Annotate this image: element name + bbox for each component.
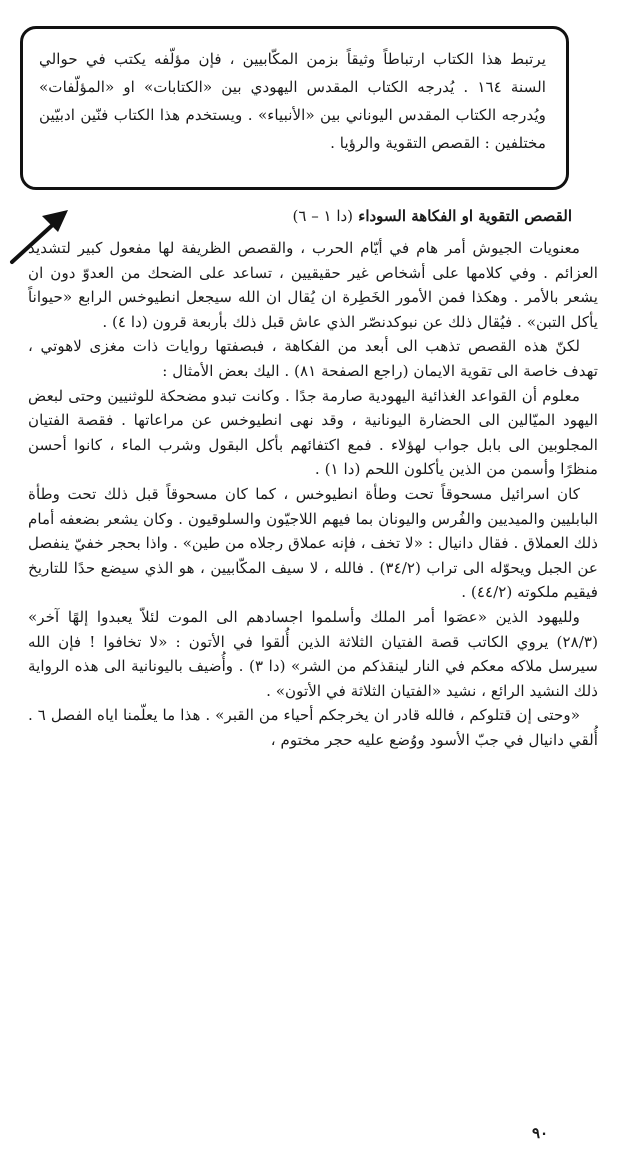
paragraph: معلوم أن القواعد الغذائية اليهودية صارمة جدًا . وكانت تبدو مضحكة للوثنيين وحتى لبعض اليهود الميّالين الى الحضارة اليونانية ، وقد نهى انطيوخس عن مراعاتها . فقصة الفتيان المجلوبين الى بابل جواب لهؤلاء . فمع اكتفائهم بأكل البقول وشرب الماء ، كانوا أحسن منظرًا وأسمن من الذين يأكلون اللحم (دا ١) . <box>28 386 598 479</box>
section-heading <box>12 204 572 228</box>
page-number: ٩٠ <box>531 1124 549 1142</box>
paragraph: ولليهود الذين «عصَوا أمر الملك وأسلموا اجسادهم الى الموت لئلاّ يعبدوا إلهًا آخر» (٢٨/٣) يروي الكاتب قصة الفتيان الثلاثة الذين أُلقوا في الأتون : «لا تخافوا ! فإن الله سيرسل ملاكه معكم في النار لينقذكم من الشر» (دا ٣) . وأُضيف باليونانية الى هذه الرواية ذلك النشيد الرائع ، نشيد «الفتيان الثلاثة في الأتون» . <box>28 607 598 700</box>
section-title: القصص التقوية او الفكاهة السوداء <box>358 207 572 225</box>
paragraph: لكنّ هذه القصص تذهب الى أبعد من الفكاهة ، فبصفتها روايات ذات مغزى لاهوتي ، تهدف خاصة الى تقوية الايمان (راجع الصفحة ٨١) . اليك بعض الأمثال : <box>28 337 598 380</box>
paragraph: معنويات الجيوش أمر هام في أيّام الحرب ، والقصص الظريفة لها مفعول كبير لتشديد العزائم . وفي كلامها على أشخاص غير حقيقيين ، تساعد على الضحك من العدوّ دون ان يشعر بالأمر . وهكذا فمن الأمور الخَطِرة ان يُقال ان الله سيجعل انطيوخس الرابع «حيواناً يأكل التبن» . فيُقال ذلك عن نبوكدنصّر الذي عاش قبل ذلك بأربعة قرون (دا ٤) . <box>28 239 598 331</box>
body-text <box>28 236 598 752</box>
paragraph: كان اسرائيل مسحوقاً تحت وطأة انطيوخس ، كما كان مسحوقاً قبل ذلك تحت وطأة البابليين والميديين والفُرس واليونان بما فيهم اللاجيّون والسلوقيون . وكان يشعر بضعفه أمام ذلك العملاق . فقال دانيال : «لا تخف ، فإنه عملاق رجلاه من طين» . واذا بحجر خفيّ ينفصل عن الجبل ويحوّله الى تراب (٣٤/٢) . فالله ، لا سيف المكّابيين ، هو الذي سيضع حدًا للتاريخ فيقيم ملكوته (٤٤/٢) . <box>28 484 598 602</box>
paragraph: «وحتى إن قتلوكم ، فالله قادر ان يخرجكم أحياء من القبر» . هذا ما يعلّمنا اياه الفصل ٦ . أُلقي دانيال في جبّ الأسود ووُضع عليه حجر مختوم ، <box>28 706 598 749</box>
section-reference: (دا ١ – ٦) <box>292 207 354 225</box>
intro-callout-box <box>20 26 569 190</box>
intro-callout-text: يرتبط هذا الكتاب ارتباطاً وثيقاً بزمن المكّابيين ، فإن مؤلّفه يكتب في حوالي السنة ١٦٤ . يُدرجه الكتاب المقدس اليهودي بين «الكتابات» او «المؤلّفات» ويُدرجه الكتاب المقدس اليوناني بين «الأنبياء» . ويستخدم هذا الكتاب فنّين ادبيّين مختلفين : القصص التقوية والرؤيا . <box>39 50 546 152</box>
